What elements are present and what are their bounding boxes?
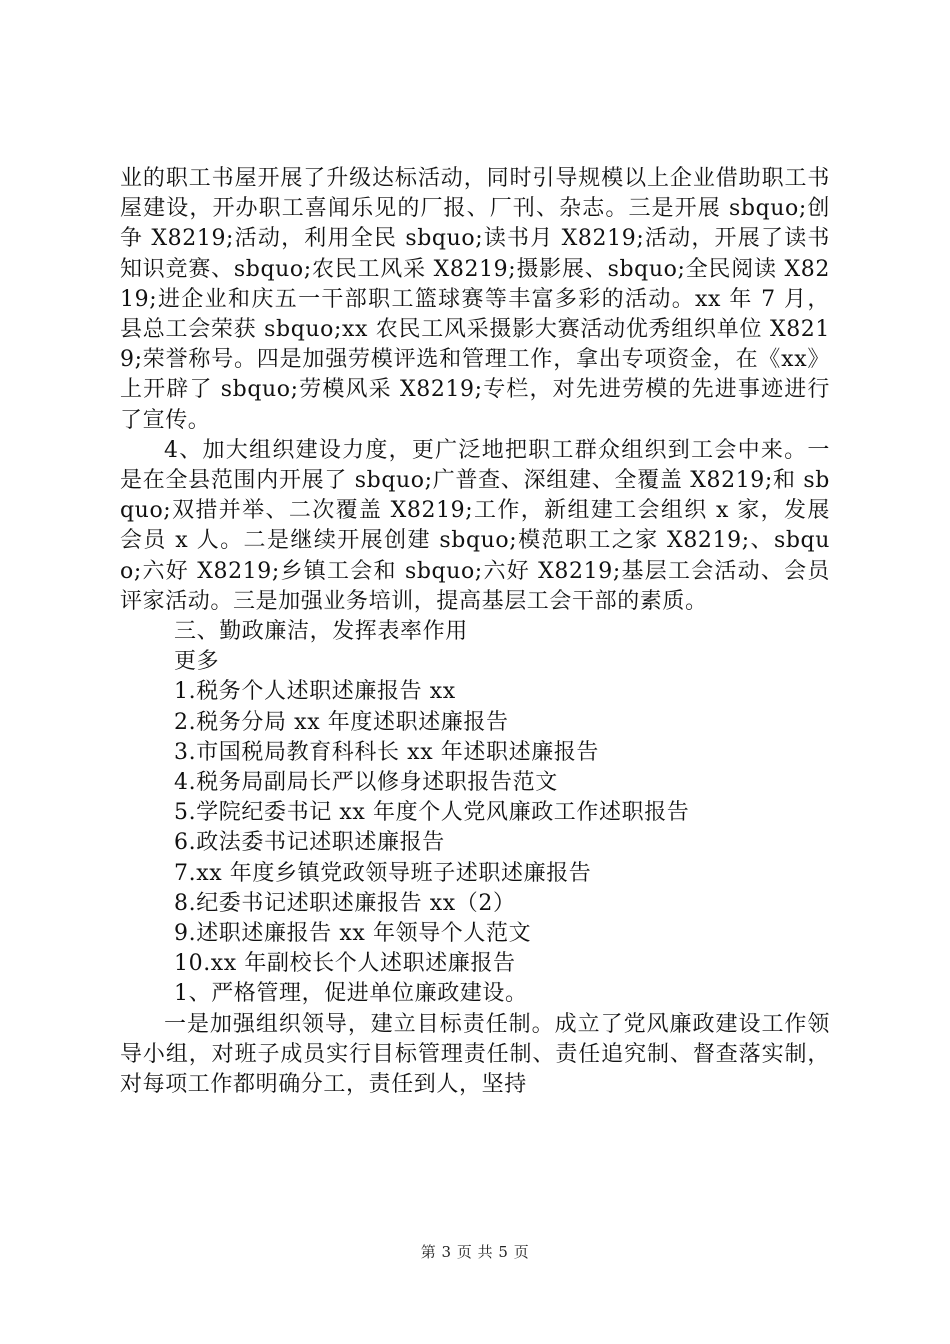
section-heading: 三、勤政廉洁，发挥表率作用 — [174, 619, 468, 645]
subheading: 1、严格管理，促进单位廉政建设。 — [174, 981, 528, 1007]
closing-paragraph: 一是加强组织领导，建立目标责任制。成立了党风廉政建设工作领导小组，对班子成员实行目标管理责任制、责任追究制、督查落实制，对每项工作都明确分工，责任到人，坚持 — [120, 1011, 830, 1098]
related-link-6[interactable]: 6.政法委书记述职述廉报告 — [174, 830, 445, 856]
more-label: 更多 — [174, 649, 220, 675]
related-link-7[interactable]: 7.xx 年度乡镇党政领导班子述职述廉报告 — [174, 860, 592, 886]
related-link-3[interactable]: 3.市国税局教育科科长 xx 年述职述廉报告 — [174, 739, 599, 765]
body-paragraph-2: 4、加大组织建设力度，更广泛地把职工群众组织到工会中来。一是在全县范围内开展了 sbquo;广普查、深组建、全覆盖 X8219;和 sbquo;双措并举、二次覆盖 X8219;工作，新组建工会组织 x 家，发展会员 x 人。二是继续开展创建 sbquo;模范职工之家 X8219;、sbquo;六好 X8219;乡镇工会和 sbquo;六好 X8219;基层工会活动、会员评家活动。三是加强业务培训，提高基层工会干部的素质。 — [120, 437, 830, 614]
related-link-2[interactable]: 2.税务分局 xx 年度述职述廉报告 — [174, 709, 509, 735]
document-body — [120, 164, 830, 1100]
body-paragraph-1: 业的职工书屋开展了升级达标活动，同时引导规模以上企业借助职工书屋建设，开办职工喜闻乐见的厂报、厂刊、杂志。三是开展 sbquo;创争 X8219;活动，利用全民 sbquo;读书月 X8219;活动，开展了读书知识竞赛、sbquo;农民工风采 X8219;摄影展、sbquo;全民阅读 X8219;进企业和庆五一干部职工篮球赛等丰富多彩的活动。xx 年 7 月，县总工会荣获 sbquo;xx 农民工风采摄影大赛活动优秀组织单位 X8219;荣誉称号。四是加强劳模评选和管理工作，拿出专项资金，在《xx》上开辟了 sbquo;劳模风采 X8219;专栏，对先进劳模的先进事迹进行了宣传。 — [120, 166, 830, 433]
related-link-9[interactable]: 9.述职述廉报告 xx 年领导个人范文 — [174, 921, 532, 947]
related-link-4[interactable]: 4.税务局副局长严以修身述职报告范文 — [174, 770, 558, 796]
page-footer: 第 3 页 共 5 页 — [420, 1243, 530, 1261]
related-link-5[interactable]: 5.学院纪委书记 xx 年度个人党风廉政工作述职报告 — [174, 800, 690, 826]
related-link-1[interactable]: 1.税务个人述职述廉报告 xx — [174, 679, 456, 705]
related-link-10[interactable]: 10.xx 年副校长个人述职述廉报告 — [174, 951, 516, 977]
related-link-8[interactable]: 8.纪委书记述职述廉报告 xx（2） — [174, 890, 516, 916]
